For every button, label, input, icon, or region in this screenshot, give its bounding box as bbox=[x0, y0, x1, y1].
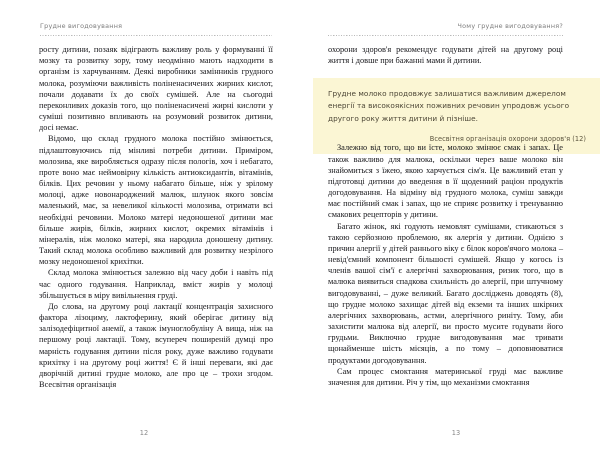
callout-flow-spacer bbox=[328, 66, 563, 142]
paragraph: Сам процес смоктання материнської груді має важливе значення для дитини. Річ у тім, що механізми смоктання bbox=[328, 366, 563, 387]
callout-attribution: Всесвітня організація охорони здоров'я (12) bbox=[429, 134, 586, 143]
spread-gutter bbox=[300, 0, 301, 463]
paragraph: Залежно від того, що ви їсте, молоко змінює смак і запах. Це також важливо для малюка, оскільки через ваше молоко він знайомиться з їжею, якою харчується сім'я. Це важливий етап у підготовці дитини до введення в її щоденний раціон продуктів догодовування. На відміну від грудного молока, суміш завжди має постійний смак і запах, що не сприяє розвитку і тренуванню смакових рецепторів у дитини. bbox=[328, 143, 563, 220]
right-page-running-head: Чому грудне вигодовування? bbox=[457, 22, 563, 30]
paragraph: охорони здоров'я рекомендує годувати дітей на другому році життя і довше при бажанні мами й дитини. bbox=[328, 45, 563, 66]
right-page-folio: 13 bbox=[451, 429, 461, 437]
right-page bbox=[300, 0, 600, 463]
left-page-folio: 12 bbox=[139, 429, 149, 437]
left-page-header-rule bbox=[40, 35, 272, 36]
right-page-text-column bbox=[328, 44, 563, 388]
paragraph: Склад молока змінюється залежно від часу доби і навіть під час одного годування. Наприклад, вміст жирів у молоці збільшується в міру вивільнення груді. bbox=[39, 268, 273, 300]
paragraph: Відомо, що склад грудного молока постійно змінюється, підлаштовуючись під мінливі потреби дитини. Приміром, молозива, яке виробляється одразу після пологів, хоч і небагато, проте воно має неймовірну кількість антиоксидантів, вітамінів, білків. Цих речовин у ньому набагато більше, ніж у зрілому молоці, адже новонароджений малюк, шлунок якого зовсім маленький, має, за невеликої кількості молозива, отримати всі необхідні речовини. Молоко матері недоношеної дитини має більше жирів, білків, жирних кислот, окремих вітамінів і мінералів, ніж молоко матері, яка народила доношену дитину. Такий склад молока особливо важливий для розвитку незрілого мозку недоношеної крихітки. bbox=[39, 134, 273, 267]
paragraph: До слова, на другому році лактації концентрація захисного фактора лізоциму, лактоферину, який оберігає дитину від залізодефіцитної анемії, а також імуноглобуліну А вища, ніж на першому році лактації. Тому, всупереч поширеній думці про марність годування дитини після року, дуже важливо годувати крихітку і на другому році життя! Є й інші переваги, які дає дворічній дитині грудне молоко, але про це – трохи згодом. Всесвітня організація bbox=[39, 301, 273, 390]
paragraph: Багато жінок, які годують немовлят сумішами, стикаються з такою серйозною проблемою, як алергія у дитини. Однією з причин алергії у дітей раннього віку є білок коров'ячого молока – невід'ємний компонент більшості сумішей. Якщо у когось із членів вашої сім'ї є алергічні захворювання, ризик того, що в малюка виявиться спадкова схильність до алергії, при штучному вигодовуванні, – дуже великий. Багато досліджень доводять (8), що грудне молоко захищає дітей від екземи та інших шкірних алергічних захворювань, астми, алергічного риніту. Тому, аби захистити малюка від алергії, ви просто мусите годувати його грудьми. Виключно грудне вигодовування має тривати щонайменше шість місяців, а по тому – доповнюватися продуктами догодовування. bbox=[328, 221, 563, 365]
left-page-text-column bbox=[39, 44, 273, 390]
paragraph: росту дитини, позаяк відіграють важливу роль у формуванні її мозку та розвитку зору, тому неодмінно мають надходити в організм із харчуванням. Деякі виробники замінників грудного молока, розуміючи важливість поліненасичених жирних кислот, почали додавати їх до своїх сумішей. Але на сьогодні переконливих доказів того, що поліненасичені жирні кислоти у суміші позитивно впливають на розумовий розвиток дитини, досі немає. bbox=[39, 45, 273, 133]
callout-quote-text: Грудне молоко продовжує залишатися важливим джерелом енергії та високоякісних поживних речовин упродовж усього другого року життя дитини й пізніше. bbox=[328, 89, 570, 123]
left-page-running-head: Грудне вигодовування bbox=[40, 22, 123, 30]
right-page-header-rule bbox=[328, 35, 563, 36]
